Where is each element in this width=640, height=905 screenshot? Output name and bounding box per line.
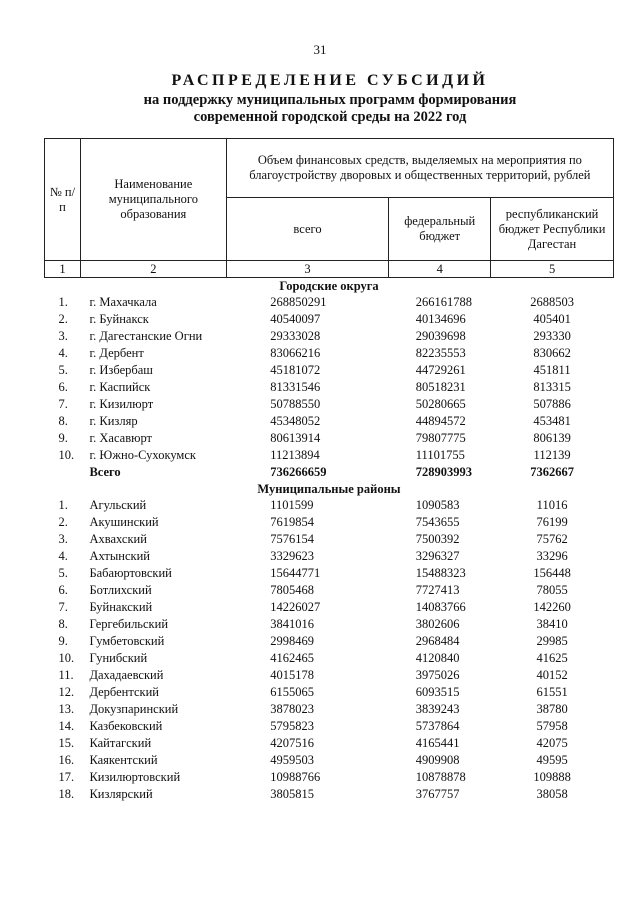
- row-total: 3878023: [270, 702, 314, 716]
- row-federal: 1090583: [415, 498, 460, 512]
- row-federal: 29039698: [415, 329, 466, 343]
- row-republic: 11016: [536, 498, 568, 512]
- row-total: 3841016: [270, 617, 314, 631]
- table-row: [45, 413, 614, 430]
- header-col-number: 4: [389, 261, 491, 278]
- table-row: [45, 684, 614, 701]
- row-federal: 11101755: [415, 448, 465, 462]
- row-total: 3805815: [270, 787, 314, 801]
- row-number: 17.: [58, 770, 75, 784]
- row-republic: 112139: [533, 448, 571, 462]
- table-row: [45, 294, 614, 311]
- row-name: г. Кизилюрт: [89, 397, 154, 411]
- row-federal: 4165441: [415, 736, 460, 750]
- row-number: 2.: [58, 312, 68, 326]
- row-republic: 451811: [533, 363, 571, 377]
- row-federal: 4120840: [415, 651, 460, 665]
- row-federal: 3767757: [415, 787, 460, 801]
- row-republic: 42075: [536, 736, 568, 750]
- row-number: 4.: [58, 549, 68, 563]
- row-number: 6.: [58, 380, 68, 394]
- row-total: 80613914: [270, 431, 321, 445]
- table-row: [45, 328, 614, 345]
- row-name: Кизлярский: [89, 787, 153, 801]
- table-row: [45, 514, 614, 531]
- row-number: 5.: [58, 363, 68, 377]
- row-name: Ботлихский: [89, 583, 152, 597]
- row-republic: 57958: [536, 719, 568, 733]
- row-name: Дахадаевский: [89, 668, 164, 682]
- table-row: [45, 718, 614, 735]
- total-sum: 736266659: [270, 465, 327, 479]
- subsidy-table: [44, 138, 614, 803]
- row-name: г. Дербент: [89, 346, 144, 360]
- table-row: [45, 701, 614, 718]
- row-name: Гергебильский: [89, 617, 169, 631]
- row-federal: 2968484: [415, 634, 460, 648]
- row-name: г. Махачкала: [89, 295, 157, 309]
- row-name: Кизилюртовский: [89, 770, 181, 784]
- table-row: [45, 565, 614, 582]
- header-federal: федеральный бюджет: [389, 198, 491, 261]
- row-republic: 405401: [533, 312, 571, 326]
- total-federal: 728903993: [415, 465, 473, 479]
- header-group: Объем финансовых средств, выделяемых на мероприятия по благоустройству дворовых и общественных территорий, рублей: [226, 139, 613, 198]
- page-number: 31: [313, 42, 327, 57]
- row-total: 4015178: [270, 668, 314, 682]
- row-republic: 38058: [536, 787, 568, 801]
- row-republic: 38410: [536, 617, 568, 631]
- row-republic: 33296: [536, 549, 568, 563]
- row-name: г. Избербаш: [89, 363, 153, 377]
- row-number: 9.: [58, 431, 68, 445]
- row-federal: 14083766: [415, 600, 466, 614]
- row-total: 2998469: [270, 634, 314, 648]
- row-federal: 4909908: [415, 753, 460, 767]
- row-total: 4959503: [270, 753, 314, 767]
- table-row: [45, 786, 614, 803]
- row-total: 6155065: [270, 685, 314, 699]
- row-total: 40540097: [270, 312, 321, 326]
- total-republic: 7362667: [530, 465, 574, 479]
- table-row: [45, 650, 614, 667]
- row-federal: 7543655: [415, 515, 460, 529]
- row-name: Кайтагский: [89, 736, 152, 750]
- table-row: [45, 430, 614, 447]
- row-name: г. Южно-Сухокумск: [89, 448, 196, 462]
- row-federal: 5737864: [415, 719, 460, 733]
- table-body: [45, 278, 614, 804]
- row-federal: 3296327: [415, 549, 460, 563]
- row-federal: 82235553: [415, 346, 466, 360]
- row-name: г. Дагестанские Огни: [89, 329, 203, 343]
- row-number: 14.: [58, 719, 75, 733]
- row-number: 15.: [58, 736, 75, 750]
- row-republic: 453481: [533, 414, 571, 428]
- row-total: 4162465: [270, 651, 314, 665]
- table-row: [45, 616, 614, 633]
- row-number: 4.: [58, 346, 68, 360]
- table-row: [45, 667, 614, 684]
- row-republic: 75762: [536, 532, 568, 546]
- row-number: 7.: [58, 600, 68, 614]
- row-republic: 806139: [533, 431, 571, 445]
- total-row: [45, 464, 614, 481]
- row-republic: 813315: [533, 380, 571, 394]
- table-row: [45, 735, 614, 752]
- row-federal: 44894572: [415, 414, 466, 428]
- header-col-number: 1: [45, 261, 81, 278]
- row-name: Буйнакский: [89, 600, 153, 614]
- row-federal: 40134696: [415, 312, 466, 326]
- row-number: 10.: [58, 651, 75, 665]
- row-name: Ахтынский: [89, 549, 150, 563]
- row-total: 83066216: [270, 346, 321, 360]
- row-total: 7619854: [270, 515, 314, 529]
- table-row: [45, 769, 614, 786]
- document-subtitle: на поддержку муниципальных программ формирования современной городской среды на 2022 год: [143, 92, 517, 125]
- row-number: 12.: [58, 685, 75, 699]
- row-name: Бабаюртовский: [89, 566, 172, 580]
- row-name: Гунибский: [89, 651, 148, 665]
- row-number: 7.: [58, 397, 68, 411]
- table-header: [45, 139, 614, 278]
- row-republic: 29985: [536, 634, 568, 648]
- document-title: РАСПРЕДЕЛЕНИЕ СУБСИДИЙ: [171, 72, 489, 89]
- row-name: Ахвахский: [89, 532, 147, 546]
- header-col-number: 5: [491, 261, 614, 278]
- row-name: Казбековский: [89, 719, 163, 733]
- row-federal: 7500392: [415, 532, 460, 546]
- row-total: 14226027: [270, 600, 321, 614]
- row-number: 11.: [58, 668, 74, 682]
- row-federal: 79807775: [415, 431, 466, 445]
- row-total: 45181072: [270, 363, 321, 377]
- table-row: [45, 379, 614, 396]
- total-label: Всего: [89, 465, 121, 479]
- header-republic: республиканский бюджет Республики Дагестан: [491, 198, 614, 261]
- row-name: Дербентский: [89, 685, 159, 699]
- row-name: г. Хасавюрт: [89, 431, 153, 445]
- row-federal: 6093515: [415, 685, 460, 699]
- header-col-number: 3: [226, 261, 389, 278]
- row-republic: 49595: [536, 753, 568, 767]
- row-republic: 76199: [536, 515, 568, 529]
- row-name: Гумбетовский: [89, 634, 165, 648]
- row-republic: 41625: [536, 651, 568, 665]
- urban-districts-heading: Городские округа: [279, 279, 379, 293]
- header-total: всего: [226, 198, 389, 261]
- table-row: [45, 311, 614, 328]
- row-number: 16.: [58, 753, 75, 767]
- table-row: [45, 447, 614, 464]
- section-heading-row: [45, 481, 614, 497]
- row-total: 10988766: [270, 770, 321, 784]
- header-name: Наименование муниципального образования: [80, 139, 226, 261]
- row-total: 7805468: [270, 583, 314, 597]
- row-federal: 3975026: [415, 668, 460, 682]
- row-federal: 10878878: [415, 770, 466, 784]
- table-row: [45, 345, 614, 362]
- table-row: [45, 548, 614, 565]
- row-republic: 507886: [533, 397, 571, 411]
- row-name: г. Буйнакск: [89, 312, 149, 326]
- row-total: 1101599: [270, 498, 314, 512]
- row-federal: 15488323: [415, 566, 466, 580]
- row-total: 11213894: [270, 448, 320, 462]
- row-name: г. Каспийск: [89, 380, 151, 394]
- row-number: 8.: [58, 617, 68, 631]
- row-number: 6.: [58, 583, 68, 597]
- row-republic: 109888: [533, 770, 571, 784]
- row-number: 3.: [58, 532, 68, 546]
- row-total: 7576154: [270, 532, 314, 546]
- row-number: 2.: [58, 515, 68, 529]
- row-total: 45348052: [270, 414, 321, 428]
- row-name: Каякентский: [89, 753, 158, 767]
- table-row: [45, 752, 614, 769]
- row-number: 5.: [58, 566, 68, 580]
- row-number: 10.: [58, 448, 75, 462]
- row-total: 4207516: [270, 736, 314, 750]
- row-total: 15644771: [270, 566, 321, 580]
- row-republic: 293330: [533, 329, 571, 343]
- row-republic: 830662: [533, 346, 571, 360]
- row-number: 3.: [58, 329, 68, 343]
- row-republic: 78055: [536, 583, 568, 597]
- row-name: г. Кизляр: [89, 414, 138, 428]
- row-number: 8.: [58, 414, 68, 428]
- row-federal: 80518231: [415, 380, 466, 394]
- row-name: Агульский: [89, 498, 147, 512]
- row-republic: 38780: [536, 702, 568, 716]
- row-total: 50788550: [270, 397, 321, 411]
- row-republic: 156448: [533, 566, 571, 580]
- row-federal: 7727413: [415, 583, 460, 597]
- table-row: [45, 599, 614, 616]
- row-republic: 142260: [533, 600, 571, 614]
- section-heading-row: [45, 278, 614, 295]
- row-federal: 3839243: [415, 702, 460, 716]
- row-name: Акушинский: [89, 515, 159, 529]
- row-federal: 266161788: [415, 295, 473, 309]
- row-total: 81331546: [270, 380, 321, 394]
- row-number: 1.: [58, 498, 68, 512]
- row-total: 5795823: [270, 719, 314, 733]
- row-republic: 61551: [536, 685, 568, 699]
- table-row: [45, 633, 614, 650]
- row-republic: 2688503: [530, 295, 574, 309]
- row-number: [45, 464, 81, 481]
- table-row: [45, 497, 614, 514]
- row-total: 29333028: [270, 329, 321, 343]
- row-total: 268850291: [270, 295, 327, 309]
- table-row: [45, 582, 614, 599]
- row-total: 3329623: [270, 549, 314, 563]
- municipal-districts-heading: Муниципальные районы: [257, 482, 401, 496]
- row-number: 13.: [58, 702, 75, 716]
- header-col-number: 2: [80, 261, 226, 278]
- table-row: [45, 531, 614, 548]
- row-republic: 40152: [536, 668, 568, 682]
- row-name: Докузпаринский: [89, 702, 179, 716]
- row-federal: 50280665: [415, 397, 466, 411]
- row-federal: 44729261: [415, 363, 466, 377]
- row-number: 1.: [58, 295, 68, 309]
- row-number: 9.: [58, 634, 68, 648]
- row-number: 18.: [58, 787, 75, 801]
- header-num: № п/п: [45, 139, 81, 261]
- table-row: [45, 362, 614, 379]
- row-federal: 3802606: [415, 617, 460, 631]
- table-row: [45, 396, 614, 413]
